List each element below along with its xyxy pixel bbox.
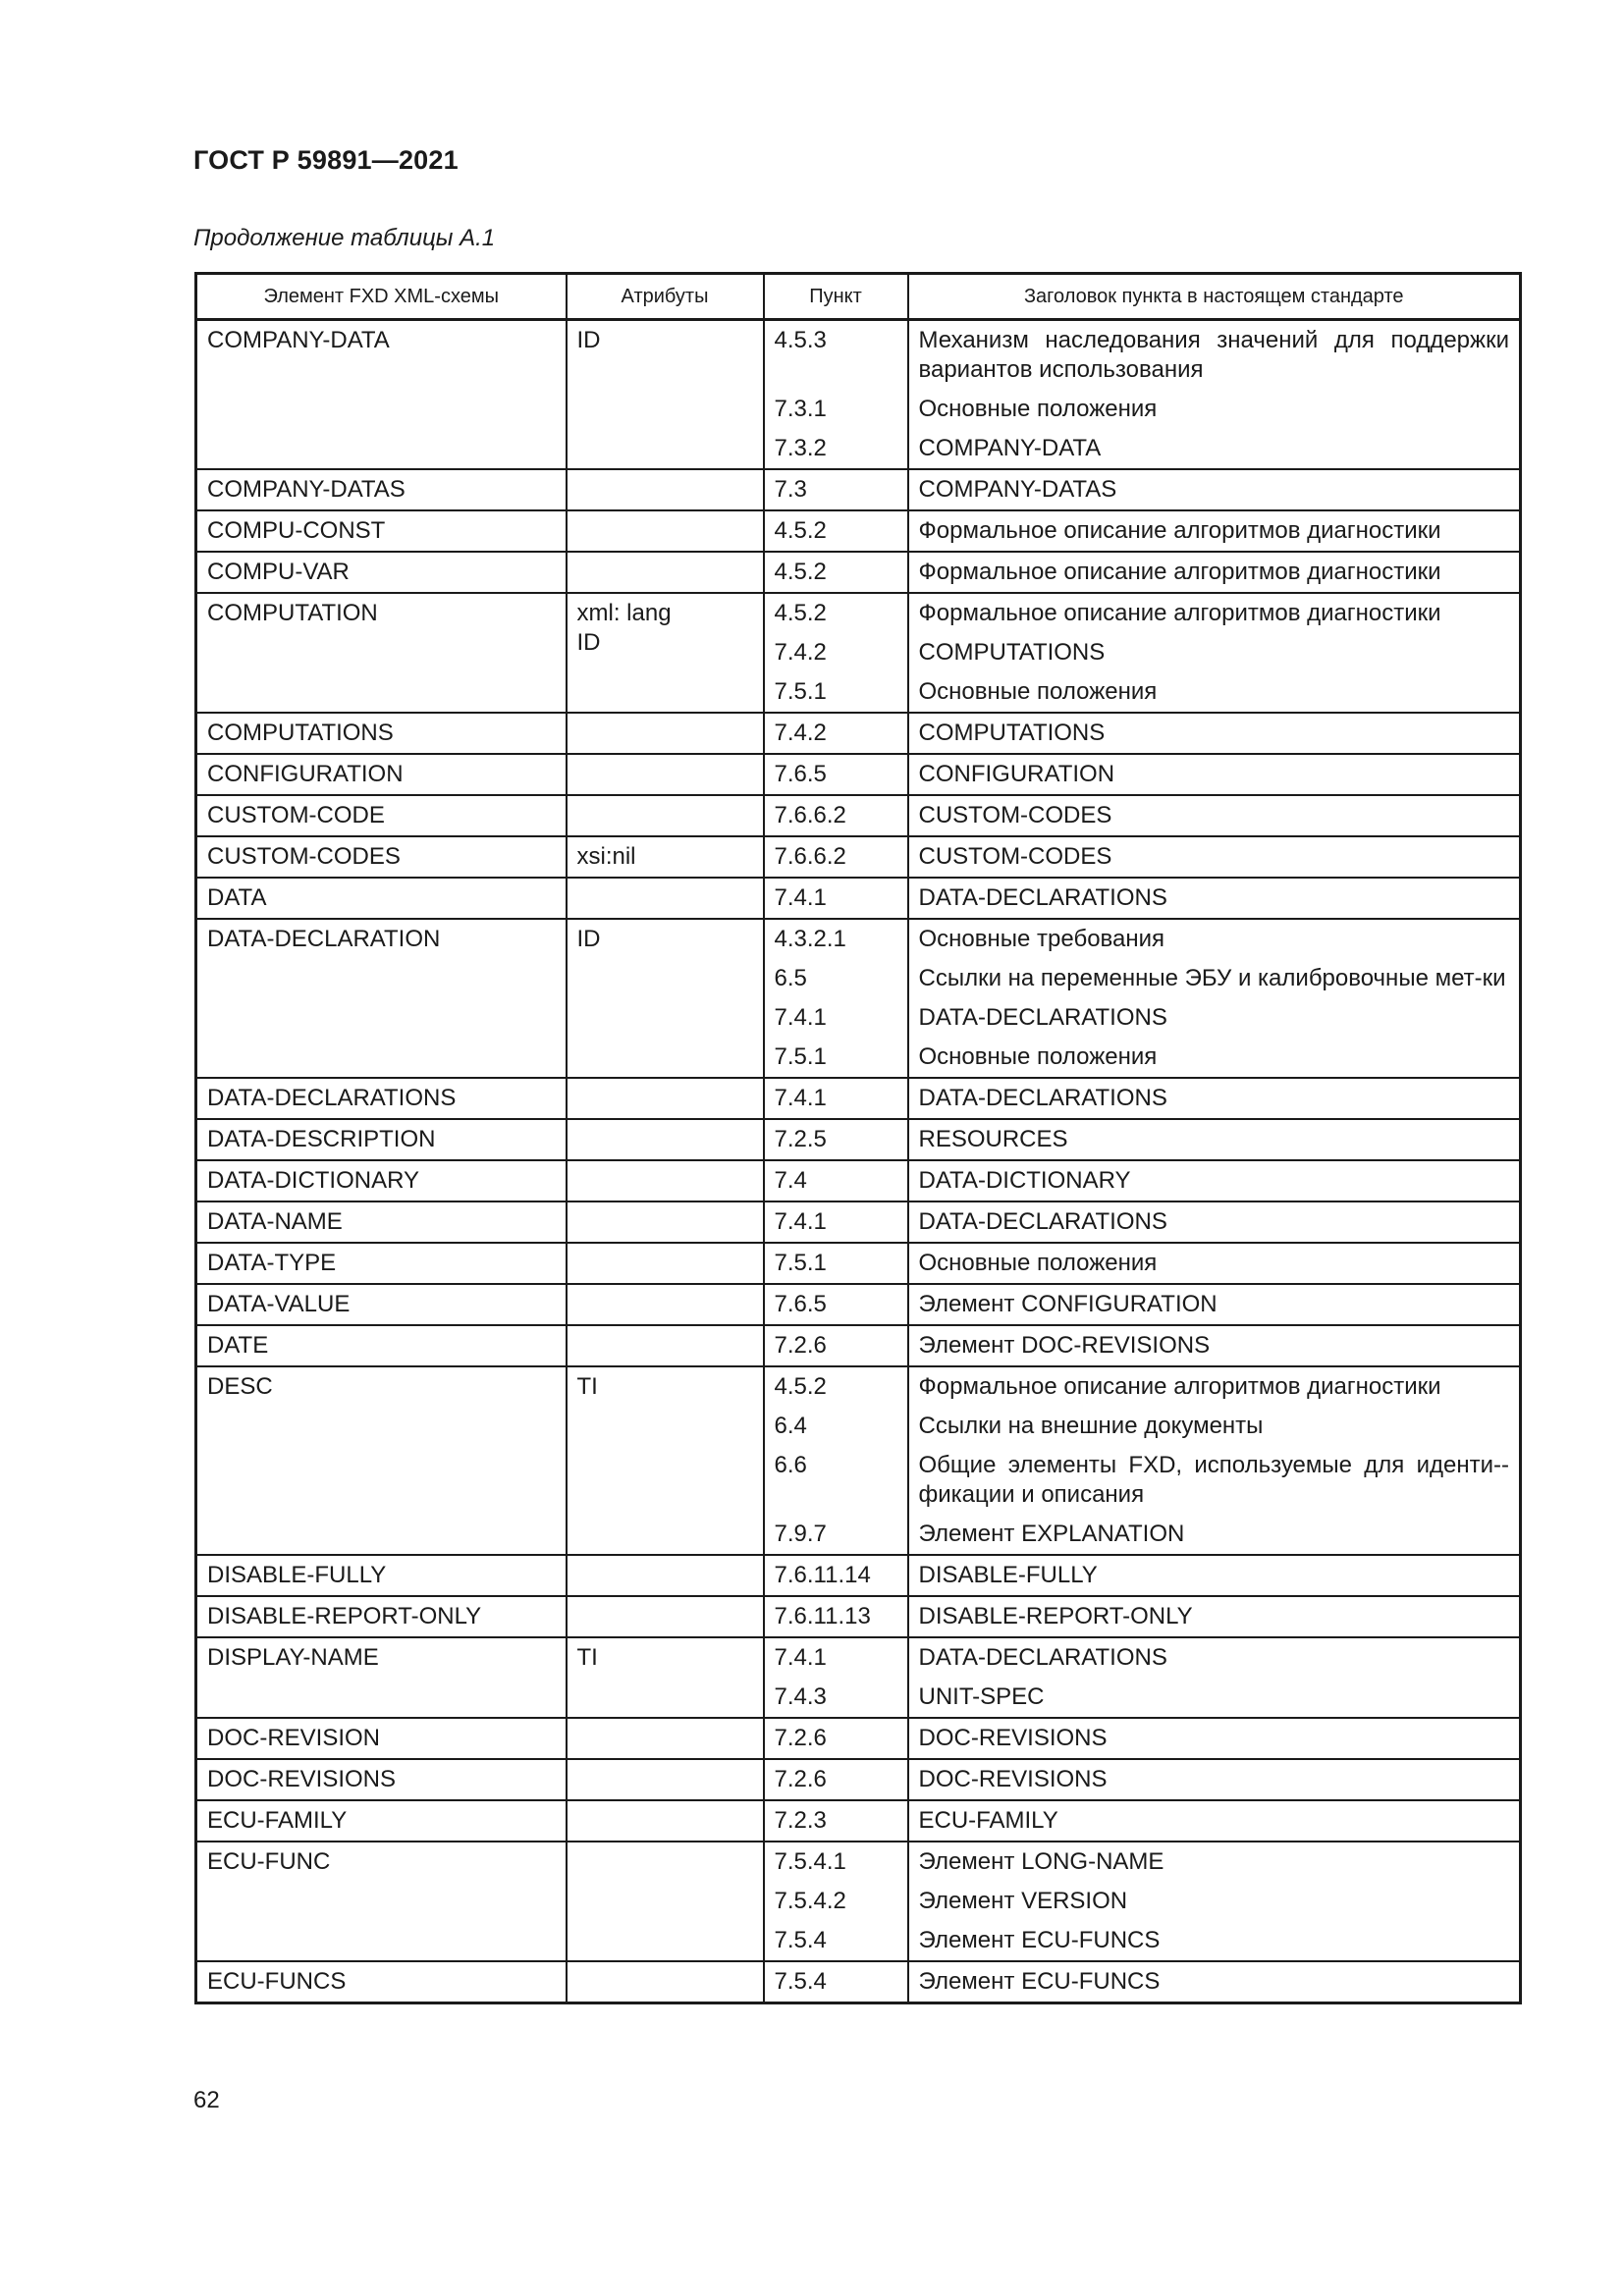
clause-cell: 7.5.4.2 bbox=[764, 1882, 908, 1921]
clause-cell: 7.2.3 bbox=[764, 1800, 908, 1842]
clause-cell: 7.4.1 bbox=[764, 1201, 908, 1243]
element-cell: ECU-FUNC bbox=[196, 1842, 567, 1961]
clause-title-cell: DATA-DECLARATIONS bbox=[908, 1201, 1521, 1243]
table-row bbox=[196, 1800, 1521, 1842]
table-row bbox=[196, 754, 1521, 795]
table-row bbox=[196, 1160, 1521, 1201]
element-cell: DESC bbox=[196, 1366, 567, 1555]
table-row bbox=[196, 1201, 1521, 1243]
page-number: 62 bbox=[193, 2087, 220, 2113]
attributes-cell: xml: lang ID bbox=[567, 593, 764, 713]
attributes-cell bbox=[567, 1759, 764, 1800]
table-row bbox=[196, 1119, 1521, 1160]
attributes-cell: TI bbox=[567, 1366, 764, 1555]
clause-cell: 4.5.2 bbox=[764, 1366, 908, 1407]
clause-title-cell: Формальное описание алгоритмов диагностики bbox=[908, 510, 1521, 552]
element-cell: COMPUTATION bbox=[196, 593, 567, 713]
table-row bbox=[196, 1366, 1521, 1407]
element-cell: DATA-DECLARATIONS bbox=[196, 1078, 567, 1119]
clause-title-cell: Элемент VERSION bbox=[908, 1882, 1521, 1921]
element-cell: DOC-REVISION bbox=[196, 1718, 567, 1759]
clause-title-cell: DISABLE-FULLY bbox=[908, 1555, 1521, 1596]
table-row bbox=[196, 1637, 1521, 1678]
clause-cell: 7.5.4 bbox=[764, 1961, 908, 2003]
clause-cell: 7.4 bbox=[764, 1160, 908, 1201]
element-cell: DISABLE-FULLY bbox=[196, 1555, 567, 1596]
clause-title-cell: ECU-FAMILY bbox=[908, 1800, 1521, 1842]
clause-cell: 4.3.2.1 bbox=[764, 919, 908, 959]
clause-title-cell: COMPANY-DATA bbox=[908, 429, 1521, 469]
element-cell: COMPU-VAR bbox=[196, 552, 567, 593]
attributes-cell bbox=[567, 754, 764, 795]
table-row bbox=[196, 836, 1521, 878]
attributes-cell: ID bbox=[567, 320, 764, 470]
clause-title-cell: Механизм наследования значений для поддержки вариантов использования bbox=[908, 320, 1521, 391]
clause-title-cell: Основные положения bbox=[908, 672, 1521, 713]
clause-title-cell: UNIT-SPEC bbox=[908, 1678, 1521, 1718]
element-cell: COMPUTATIONS bbox=[196, 713, 567, 754]
clause-cell: 7.6.6.2 bbox=[764, 795, 908, 836]
table-row bbox=[196, 1961, 1521, 2003]
clause-cell: 7.6.11.14 bbox=[764, 1555, 908, 1596]
clause-cell: 7.3.1 bbox=[764, 390, 908, 429]
clause-cell: 4.5.3 bbox=[764, 320, 908, 391]
element-cell: DATA-DICTIONARY bbox=[196, 1160, 567, 1201]
clause-title-cell: Элемент ECU-FUNCS bbox=[908, 1961, 1521, 2003]
clause-cell: 7.5.1 bbox=[764, 1038, 908, 1078]
clause-cell: 7.4.1 bbox=[764, 998, 908, 1038]
attributes-cell bbox=[567, 1201, 764, 1243]
column-header-element: Элемент FXD XML-схемы bbox=[196, 274, 567, 320]
table-row bbox=[196, 1325, 1521, 1366]
clause-cell: 7.5.1 bbox=[764, 672, 908, 713]
clause-title-cell: DATA-DICTIONARY bbox=[908, 1160, 1521, 1201]
clause-title-cell: DATA-DECLARATIONS bbox=[908, 998, 1521, 1038]
attributes-cell bbox=[567, 1078, 764, 1119]
clause-cell: 6.5 bbox=[764, 959, 908, 998]
table-row bbox=[196, 1759, 1521, 1800]
clause-cell: 4.5.2 bbox=[764, 510, 908, 552]
clause-cell: 7.4.1 bbox=[764, 1637, 908, 1678]
attributes-cell: ID bbox=[567, 919, 764, 1078]
clause-cell: 4.5.2 bbox=[764, 593, 908, 633]
attributes-cell: xsi:nil bbox=[567, 836, 764, 878]
column-header-attributes: Атрибуты bbox=[567, 274, 764, 320]
clause-title-cell: CUSTOM-CODES bbox=[908, 836, 1521, 878]
attributes-cell bbox=[567, 878, 764, 919]
attributes-cell bbox=[567, 1555, 764, 1596]
attributes-cell bbox=[567, 510, 764, 552]
clause-cell: 4.5.2 bbox=[764, 552, 908, 593]
table-row bbox=[196, 593, 1521, 633]
clause-cell: 7.3 bbox=[764, 469, 908, 510]
table-row bbox=[196, 1596, 1521, 1637]
table-row bbox=[196, 552, 1521, 593]
element-cell: COMPANY-DATA bbox=[196, 320, 567, 470]
column-header-title: Заголовок пункта в настоящем стандарте bbox=[908, 274, 1521, 320]
clause-title-cell: Основные положения bbox=[908, 1038, 1521, 1078]
table-row bbox=[196, 510, 1521, 552]
attributes-cell bbox=[567, 1119, 764, 1160]
clause-title-cell: Элемент ECU-FUNCS bbox=[908, 1921, 1521, 1961]
clause-cell: 6.6 bbox=[764, 1446, 908, 1515]
clause-cell: 7.5.4.1 bbox=[764, 1842, 908, 1882]
element-cell: DISPLAY-NAME bbox=[196, 1637, 567, 1718]
clause-title-cell: Ссылки на внешние документы bbox=[908, 1407, 1521, 1446]
clause-cell: 7.5.1 bbox=[764, 1243, 908, 1284]
clause-title-cell: DATA-DECLARATIONS bbox=[908, 878, 1521, 919]
cross-reference-table bbox=[194, 272, 1522, 2004]
clause-cell: 7.6.11.13 bbox=[764, 1596, 908, 1637]
attributes-cell bbox=[567, 1718, 764, 1759]
clause-title-cell: Основные требования bbox=[908, 919, 1521, 959]
element-cell: DOC-REVISIONS bbox=[196, 1759, 567, 1800]
table-body bbox=[196, 320, 1521, 2003]
clause-title-cell: DATA-DECLARATIONS bbox=[908, 1637, 1521, 1678]
table-row bbox=[196, 878, 1521, 919]
clause-title-cell: DISABLE-REPORT-ONLY bbox=[908, 1596, 1521, 1637]
table-row bbox=[196, 1842, 1521, 1882]
attributes-cell bbox=[567, 1596, 764, 1637]
element-cell: DATA-NAME bbox=[196, 1201, 567, 1243]
clause-title-cell: Основные положения bbox=[908, 390, 1521, 429]
clause-title-cell: CUSTOM-CODES bbox=[908, 795, 1521, 836]
clause-title-cell: COMPANY-DATAS bbox=[908, 469, 1521, 510]
attributes-cell bbox=[567, 469, 764, 510]
table-row bbox=[196, 1284, 1521, 1325]
clause-title-cell: CONFIGURATION bbox=[908, 754, 1521, 795]
element-cell: DATA-TYPE bbox=[196, 1243, 567, 1284]
attributes-cell bbox=[567, 1243, 764, 1284]
clause-cell: 7.4.1 bbox=[764, 1078, 908, 1119]
clause-cell: 7.4.2 bbox=[764, 713, 908, 754]
element-cell: DISABLE-REPORT-ONLY bbox=[196, 1596, 567, 1637]
clause-title-cell: Формальное описание алгоритмов диагностики bbox=[908, 1366, 1521, 1407]
attributes-cell bbox=[567, 795, 764, 836]
element-cell: ECU-FAMILY bbox=[196, 1800, 567, 1842]
clause-title-cell: COMPUTATIONS bbox=[908, 713, 1521, 754]
clause-cell: 6.4 bbox=[764, 1407, 908, 1446]
attributes-cell: TI bbox=[567, 1637, 764, 1718]
clause-cell: 7.9.7 bbox=[764, 1515, 908, 1555]
clause-cell: 7.5.4 bbox=[764, 1921, 908, 1961]
clause-cell: 7.6.6.2 bbox=[764, 836, 908, 878]
clause-cell: 7.4.1 bbox=[764, 878, 908, 919]
table-row bbox=[196, 1243, 1521, 1284]
clause-title-cell: DOC-REVISIONS bbox=[908, 1759, 1521, 1800]
clause-title-cell: RESOURCES bbox=[908, 1119, 1521, 1160]
attributes-cell bbox=[567, 1284, 764, 1325]
clause-title-cell: COMPUTATIONS bbox=[908, 633, 1521, 672]
table-caption: Продолжение таблицы А.1 bbox=[193, 225, 496, 251]
column-header-clause: Пункт bbox=[764, 274, 908, 320]
attributes-cell bbox=[567, 1961, 764, 2003]
clause-title-cell: Основные положения bbox=[908, 1243, 1521, 1284]
table-header-row bbox=[196, 274, 1521, 320]
attributes-cell bbox=[567, 552, 764, 593]
clause-cell: 7.2.5 bbox=[764, 1119, 908, 1160]
element-cell: DATA-VALUE bbox=[196, 1284, 567, 1325]
clause-title-cell: Элемент CONFIGURATION bbox=[908, 1284, 1521, 1325]
table-row bbox=[196, 1078, 1521, 1119]
clause-title-cell: DATA-DECLARATIONS bbox=[908, 1078, 1521, 1119]
clause-title-cell: Элемент DOC-REVISIONS bbox=[908, 1325, 1521, 1366]
clause-cell: 7.4.2 bbox=[764, 633, 908, 672]
table-row bbox=[196, 469, 1521, 510]
clause-cell: 7.2.6 bbox=[764, 1325, 908, 1366]
element-cell: DATE bbox=[196, 1325, 567, 1366]
element-cell: COMPANY-DATAS bbox=[196, 469, 567, 510]
clause-title-cell: Элемент EXPLANATION bbox=[908, 1515, 1521, 1555]
element-cell: DATA-DESCRIPTION bbox=[196, 1119, 567, 1160]
element-cell: DATA bbox=[196, 878, 567, 919]
attributes-cell bbox=[567, 1325, 764, 1366]
clause-cell: 7.3.2 bbox=[764, 429, 908, 469]
attributes-cell bbox=[567, 713, 764, 754]
clause-title-cell: Общие элементы FXD, используемые для иденти-фикации и описания bbox=[908, 1446, 1521, 1515]
table-row bbox=[196, 320, 1521, 391]
attributes-cell bbox=[567, 1160, 764, 1201]
element-cell: DATA-DECLARATION bbox=[196, 919, 567, 1078]
attributes-cell bbox=[567, 1800, 764, 1842]
clause-cell: 7.6.5 bbox=[764, 1284, 908, 1325]
clause-cell: 7.2.6 bbox=[764, 1718, 908, 1759]
clause-title-cell: Элемент LONG-NAME bbox=[908, 1842, 1521, 1882]
clause-title-cell: DOC-REVISIONS bbox=[908, 1718, 1521, 1759]
table-row bbox=[196, 919, 1521, 959]
table-row bbox=[196, 795, 1521, 836]
element-cell: CONFIGURATION bbox=[196, 754, 567, 795]
clause-cell: 7.6.5 bbox=[764, 754, 908, 795]
clause-cell: 7.2.6 bbox=[764, 1759, 908, 1800]
clause-cell: 7.4.3 bbox=[764, 1678, 908, 1718]
clause-title-cell: Формальное описание алгоритмов диагностики bbox=[908, 552, 1521, 593]
element-cell: CUSTOM-CODE bbox=[196, 795, 567, 836]
table-row bbox=[196, 1718, 1521, 1759]
element-cell: COMPU-CONST bbox=[196, 510, 567, 552]
element-cell: ECU-FUNCS bbox=[196, 1961, 567, 2003]
table-row bbox=[196, 713, 1521, 754]
clause-title-cell: Ссылки на переменные ЭБУ и калибровочные мет-ки bbox=[908, 959, 1521, 998]
clause-title-cell: Формальное описание алгоритмов диагностики bbox=[908, 593, 1521, 633]
table-row bbox=[196, 1555, 1521, 1596]
element-cell: CUSTOM-CODES bbox=[196, 836, 567, 878]
attributes-cell bbox=[567, 1842, 764, 1961]
document-header: ГОСТ Р 59891—2021 bbox=[193, 145, 459, 175]
